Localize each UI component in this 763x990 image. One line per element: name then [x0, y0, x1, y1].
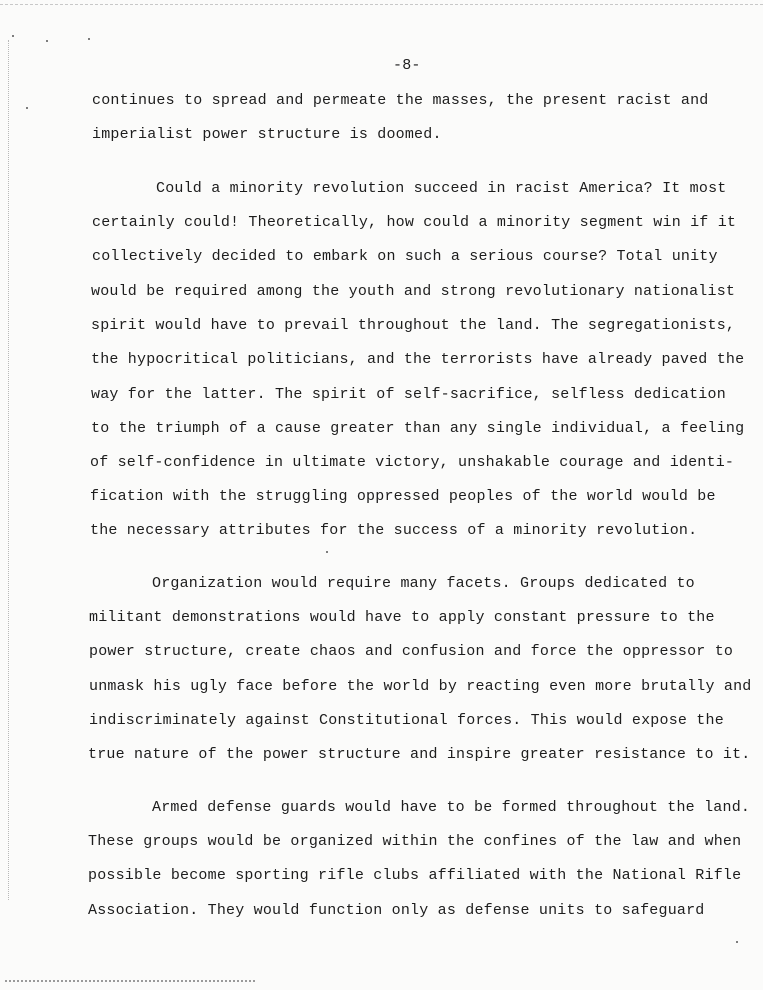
scan-speck [46, 40, 48, 42]
text-line: possible become sporting rifle clubs affiliated with the National Rifle [88, 867, 742, 884]
scan-speck [326, 551, 328, 553]
text-line: way for the latter. The spirit of self-sacrifice, selfless dedication [91, 386, 726, 403]
text-line: true nature of the power structure and inspire greater resistance to it. [88, 746, 751, 763]
text-line: of self-confidence in ultimate victory, unshakable courage and identi- [90, 454, 735, 471]
text-line: continues to spread and permeate the masses, the present racist and [92, 92, 709, 109]
text-line: indiscriminately against Constitutional forces. This would expose the [89, 712, 724, 729]
text-line: to the triumph of a cause greater than any single individual, a feeling [91, 420, 745, 437]
text-line: imperialist power structure is doomed. [92, 126, 442, 143]
text-line: power structure, create chaos and confusion and force the oppressor to [89, 643, 734, 660]
text-line: Association. They would function only as defense units to safeguard [88, 902, 705, 919]
text-line: Could a minority revolution succeed in racist America? It most [156, 180, 727, 197]
text-line: fication with the struggling oppressed peoples of the world would be [90, 488, 716, 505]
scan-speck [88, 38, 90, 40]
text-line: Armed defense guards would have to be formed throughout the land. [152, 799, 751, 816]
text-line: unmask his ugly face before the world by reacting even more brutally and [89, 678, 752, 695]
text-line: the hypocritical politicians, and the terrorists have already paved the [91, 351, 745, 368]
page-bottom-edge [5, 980, 255, 982]
text-line: militant demonstrations would have to apply constant pressure to the [89, 609, 715, 626]
page-number: -8- [393, 57, 421, 74]
scan-speck [26, 107, 28, 109]
text-line: certainly could! Theoretically, how could a minority segment win if it [92, 214, 737, 231]
text-line: collectively decided to embark on such a serious course? Total unity [92, 248, 718, 265]
text-line: These groups would be organized within the confines of the law and when [88, 833, 742, 850]
text-line: would be required among the youth and strong revolutionary nationalist [91, 283, 736, 300]
scan-speck [736, 941, 738, 943]
text-line: spirit would have to prevail throughout the land. The segregationists, [91, 317, 736, 334]
page-left-edge [8, 40, 9, 900]
text-line: Organization would require many facets. Groups dedicated to [152, 575, 695, 592]
page-top-border [0, 4, 763, 5]
text-line: the necessary attributes for the success of a minority revolution. [90, 522, 698, 539]
scan-speck [12, 35, 14, 37]
